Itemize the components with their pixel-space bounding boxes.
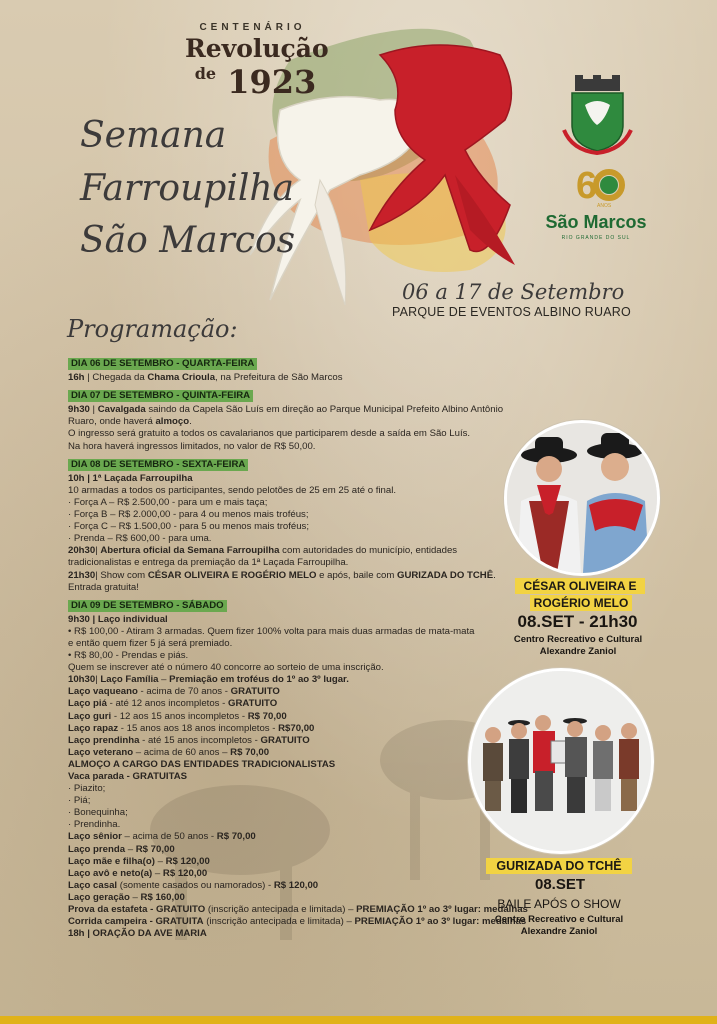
schedule-text: · Bonequinha; xyxy=(68,807,128,819)
schedule-line xyxy=(68,404,528,416)
schedule-text: Laço prendinha xyxy=(68,734,140,746)
revolucao-label: Revolução xyxy=(185,34,329,63)
schedule-line xyxy=(68,674,528,686)
schedule-text: R$ 70,00 xyxy=(135,843,175,855)
schedule-text: 18h | ORAÇÃO DA AVE MARIA xyxy=(68,928,207,940)
schedule-line xyxy=(68,650,528,662)
show2-venue-line1: Centro Recreativo e Cultural xyxy=(494,914,624,925)
schedule-line xyxy=(68,372,528,384)
programacao-title: Programação: xyxy=(67,315,238,343)
schedule-text: Laço casal xyxy=(68,879,118,891)
schedule-text: Laço vaqueano xyxy=(68,686,138,698)
schedule-text: R$ 70,00 xyxy=(216,831,256,843)
schedule-line xyxy=(68,686,528,698)
schedule-text: Laço Família xyxy=(100,674,159,686)
municipio-subtitle: RIO GRANDE DO SUL xyxy=(561,235,631,241)
schedule-text: – xyxy=(152,867,163,879)
schedule xyxy=(68,358,528,946)
day-block xyxy=(68,390,528,452)
schedule-text: CÉSAR OLIVEIRA E ROGÉRIO MELO xyxy=(147,569,317,581)
schedule-text: ALMOÇO A CARGO DAS ENTIDADES TRADICIONALISTAS xyxy=(68,758,336,770)
schedule-text: Laço rapaz xyxy=(68,722,119,734)
title-line2: Farroupilha xyxy=(80,168,294,209)
schedule-line xyxy=(68,441,528,453)
schedule-line xyxy=(68,759,528,771)
schedule-line xyxy=(68,747,528,759)
schedule-text: Cavalgada xyxy=(97,404,146,416)
schedule-text: · Prenda – R$ 600,00 - para uma. xyxy=(68,533,212,545)
schedule-text: Na hora haverá ingressos limitados, no valor de R$ 50,00. xyxy=(68,440,316,452)
schedule-text: – acima de 50 anos - xyxy=(121,831,217,843)
schedule-text: Vaca parada - GRATUITAS xyxy=(68,771,188,782)
schedule-text: R$ 120,00 xyxy=(273,879,319,891)
schedule-line xyxy=(68,771,528,783)
schedule-text: Laço mãe e filha(o) xyxy=(68,855,155,867)
schedule-text: R$ 70,00 xyxy=(230,746,270,758)
schedule-line xyxy=(68,521,528,533)
schedule-text: – xyxy=(129,891,141,903)
schedule-text: · Força B – R$ 2.000,00 - para 4 ou menos mais troféus; xyxy=(68,509,309,521)
schedule-line xyxy=(68,904,528,916)
schedule-text: PREMIAÇÃO 1º ao 3º lugar: medalhas xyxy=(354,916,527,928)
schedule-text: . xyxy=(493,569,496,581)
day-label: DIA 08 DE SETEMBRO - SEXTA-FEIRA xyxy=(68,459,248,471)
schedule-text: Laço avô e neto(a) xyxy=(68,867,153,879)
schedule-text: tradicionalistas e entrega da premiação da 1ª Laçada Farroupilha. xyxy=(68,557,349,569)
schedule-line xyxy=(68,916,528,928)
schedule-text: 21h30 xyxy=(68,569,96,581)
schedule-text: Ruaro, onde haverá xyxy=(68,416,156,428)
centenario-label: CENTENÁRIO xyxy=(199,22,306,33)
schedule-text: saindo da Capela São Luís em direção ao Parque Municipal Prefeito Albino Antônio xyxy=(145,404,504,416)
schedule-line xyxy=(68,807,528,819)
de-label: de xyxy=(194,64,217,83)
svg-text:ANOS: ANOS xyxy=(597,203,612,209)
schedule-line xyxy=(68,533,528,545)
schedule-text: R$ 70,00 xyxy=(247,710,287,722)
schedule-text: Chama Crioula xyxy=(147,372,216,384)
schedule-line xyxy=(68,735,528,747)
band-photo-illustration xyxy=(471,671,651,851)
schedule-text: · Força A – R$ 2.500,00 - para um e mais taça; xyxy=(68,496,268,508)
day-block xyxy=(68,459,528,594)
show2-venue-line2: Alexandre Zaniol xyxy=(520,926,598,937)
schedule-text: (somente casados ou namorados) - xyxy=(117,879,274,891)
schedule-line xyxy=(68,626,528,638)
bottom-accent-bar xyxy=(0,1016,717,1024)
schedule-line xyxy=(68,844,528,856)
schedule-text: 9h30 | Laço individual xyxy=(68,613,168,625)
schedule-text: 10h30 xyxy=(68,674,96,686)
schedule-line xyxy=(68,416,528,428)
day-label: DIA 07 DE SETEMBRO - QUINTA-FEIRA xyxy=(68,390,253,402)
schedule-text: (inscrição antecipada e limitada) – xyxy=(205,904,357,916)
schedule-text: Corrida campeira - GRATUITA xyxy=(68,916,204,928)
schedule-line xyxy=(68,928,528,940)
schedule-text: , na Prefeitura de São Marcos xyxy=(215,372,343,384)
schedule-text: | Show com xyxy=(95,569,148,581)
show1-venue xyxy=(498,634,658,658)
schedule-text: - até 15 anos incompletos - xyxy=(139,734,261,746)
schedule-line xyxy=(68,831,528,843)
schedule-text: 10 armadas a todos os participantes, sendo pelotões de 25 em 25 até o final. xyxy=(68,484,397,496)
duo-photo-illustration xyxy=(507,423,657,573)
day-label: DIA 06 DE SETEMBRO - QUARTA-FEIRA xyxy=(68,358,257,370)
schedule-line xyxy=(68,485,528,497)
show2-baile: BAILE APÓS O SHOW xyxy=(497,897,621,911)
schedule-text: | Chegada da xyxy=(84,372,148,384)
show1-datetime: 08.SET - 21h30 xyxy=(517,612,638,631)
schedule-text: GRATUITO xyxy=(260,734,310,746)
schedule-text: – xyxy=(154,855,166,867)
gurizada-photo xyxy=(468,668,654,854)
schedule-text: | xyxy=(89,404,98,416)
schedule-text: GURIZADA DO TCHÊ xyxy=(396,569,494,581)
schedule-text: 10h | 1ª Laçada Farroupilha xyxy=(68,472,193,484)
svg-text:6: 6 xyxy=(576,165,598,207)
schedule-text: · Força C – R$ 1.500,00 - para 5 ou menos mais troféus; xyxy=(68,521,310,533)
schedule-line xyxy=(68,509,528,521)
schedule-text: - 15 anos aos 18 anos incompletos - xyxy=(118,722,279,734)
schedule-text: 16h xyxy=(68,372,85,384)
event-venue: PARQUE DE EVENTOS ALBINO RUARO xyxy=(392,305,631,319)
show2-date: 08.SET xyxy=(534,876,586,893)
show1-name-line2: ROGÉRIO MELO xyxy=(530,595,632,611)
schedule-text: – xyxy=(158,674,170,686)
schedule-text: - até 12 anos incompletos - xyxy=(106,698,228,710)
schedule-text: Premiação em troféus do 1º ao 3º lugar. xyxy=(169,674,349,686)
schedule-text: R$ 120,00 xyxy=(162,867,208,879)
schedule-line xyxy=(68,783,528,795)
schedule-text: · Piá; xyxy=(68,795,91,807)
show1-venue-line2: Alexandre Zaniol xyxy=(539,646,617,657)
schedule-text: PREMIAÇÃO 1º ao 3º lugar: medalhas xyxy=(356,904,528,916)
schedule-text: GRATUITO xyxy=(227,698,278,710)
schedule-text: - acima de 70 anos - xyxy=(137,686,231,698)
schedule-text: · Piazito; xyxy=(68,783,106,795)
schedule-text: | xyxy=(95,545,101,557)
schedule-line xyxy=(68,856,528,868)
day-block xyxy=(68,358,528,384)
schedule-line xyxy=(68,698,528,710)
schedule-text: – xyxy=(125,843,136,855)
title-line1: Semana xyxy=(80,115,227,156)
schedule-text: Quem se inscrever até o número 40 concorre ao sorteio de uma inscrição. xyxy=(68,662,384,674)
schedule-text: . xyxy=(189,416,192,428)
schedule-line xyxy=(68,570,528,582)
schedule-line xyxy=(68,638,528,650)
schedule-text: | xyxy=(95,674,101,686)
show2-name: GURIZADA DO TCHÊ xyxy=(486,858,632,874)
schedule-line xyxy=(68,545,528,557)
schedule-line xyxy=(68,880,528,892)
schedule-line xyxy=(68,582,528,594)
schedule-text: Prova da estafeta - GRATUITO xyxy=(68,904,206,916)
schedule-line xyxy=(68,428,528,440)
schedule-text: • R$ 80,00 - Prendas e piás. xyxy=(68,650,189,662)
schedule-text: Laço geração xyxy=(68,891,130,903)
schedule-text: Laço sênior xyxy=(68,831,122,843)
schedule-text: – acima de 60 anos – xyxy=(133,746,231,758)
day-block xyxy=(68,600,528,941)
schedule-line xyxy=(68,795,528,807)
schedule-text: almoço xyxy=(155,416,190,428)
schedule-text: e após, baile com xyxy=(316,569,397,581)
schedule-text: R$ 160,00 xyxy=(140,891,185,903)
schedule-text: R$ 120,00 xyxy=(165,855,210,867)
coat-of-arms-icon xyxy=(560,75,635,155)
cesar-rogerio-photo xyxy=(504,420,660,576)
event-dates: 06 a 17 de Setembro xyxy=(402,280,625,304)
schedule-line xyxy=(68,497,528,509)
schedule-text: • R$ 100,00 - Atiram 3 armadas. Quem fizer 100% volta para mais duas armadas de mata-mata xyxy=(68,625,475,637)
schedule-line xyxy=(68,723,528,735)
show2-venue xyxy=(478,914,640,938)
schedule-text: 20h30 xyxy=(68,545,96,557)
day-label: DIA 09 DE SETEMBRO - SÁBADO xyxy=(68,600,227,612)
schedule-line xyxy=(68,473,528,485)
schedule-text: 9h30 xyxy=(68,404,90,416)
schedule-line xyxy=(68,662,528,674)
year-label: 1923 xyxy=(227,63,317,101)
schedule-line xyxy=(68,711,528,723)
title-line3: São Marcos xyxy=(80,220,296,261)
schedule-line xyxy=(68,614,528,626)
schedule-text: Abertura oficial da Semana Farroupilha xyxy=(100,545,280,557)
schedule-text: Entrada gratuita! xyxy=(68,581,139,593)
schedule-text: com autoridades do município, entidades xyxy=(279,545,458,557)
schedule-text: (inscrição antecipada e limitada) – xyxy=(203,916,355,928)
year-heading xyxy=(188,63,323,101)
schedule-text: Laço veterano xyxy=(68,746,134,758)
show1-venue-line1: Centro Recreativo e Cultural xyxy=(513,634,643,645)
schedule-line xyxy=(68,819,528,831)
schedule-text: Laço prenda xyxy=(68,843,126,855)
schedule-line xyxy=(68,868,528,880)
schedule-line xyxy=(68,892,528,904)
schedule-text: Laço piá xyxy=(68,698,107,710)
schedule-text: O ingresso será gratuito a todos os cavalarianos que participarem desde a saída em São Luís. xyxy=(68,428,471,440)
municipio-name: São Marcos xyxy=(545,212,647,232)
schedule-text: e então quem fizer 5 já será premiado. xyxy=(68,637,233,649)
show1-name-line1: CÉSAR OLIVEIRA E xyxy=(515,578,645,594)
schedule-text: Laço guri xyxy=(68,710,112,722)
schedule-line xyxy=(68,557,528,569)
schedule-text: R$70,00 xyxy=(278,722,315,734)
sixty-years-emblem xyxy=(570,160,625,210)
schedule-text: - 12 aos 15 anos incompletos - xyxy=(111,710,248,722)
schedule-text: · Prendinha. xyxy=(68,819,121,831)
schedule-text: GRATUITO xyxy=(230,686,280,698)
